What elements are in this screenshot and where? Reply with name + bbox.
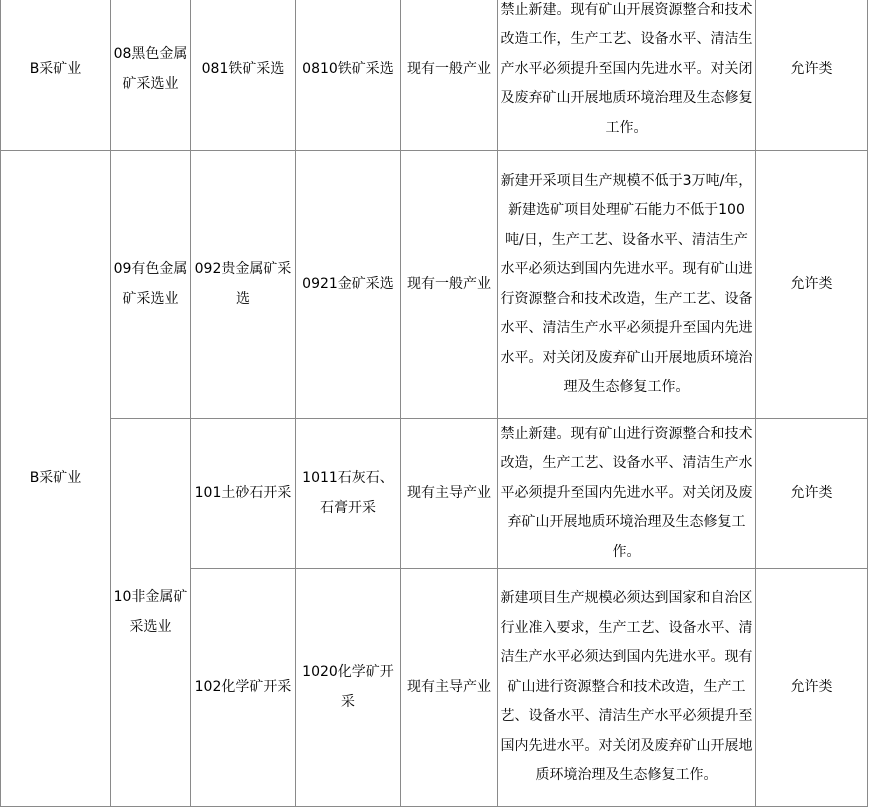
industry-type-cell: 现有一般产业 [401, 0, 498, 151]
industry-type-cell: 现有主导产业 [401, 569, 498, 807]
major-class-cell: 10非金属矿采选业 [111, 419, 191, 807]
medium-class-cell: 102化学矿开采 [191, 569, 296, 807]
category-type-cell: 允许类 [756, 419, 868, 569]
table-row [1, 151, 868, 419]
table-row [1, 0, 868, 151]
minor-class-cell: 0810铁矿采选 [296, 0, 401, 151]
requirements-cell: 新建项目生产规模必须达到国家和自治区行业准入要求，生产工艺、设备水平、清洁生产水平必须达到国内先进水平。现有矿山进行资源整合和技术改造，生产工艺、设备水平、清洁生产水平必须提升至国内先进水平。对关闭及废弃矿山开展地质环境治理及生态修复工作。 [498, 569, 756, 807]
major-class-cell: 09有色金属矿采选业 [111, 151, 191, 419]
requirements-cell: 禁止新建。现有矿山进行资源整合和技术改造，生产工艺、设备水平、清洁生产水平必须提升至国内先进水平。对关闭及废弃矿山开展地质环境治理及生态修复工作。 [498, 419, 756, 569]
minor-class-cell: 1011石灰石、石膏开采 [296, 419, 401, 569]
category-cell: B采矿业 [1, 151, 111, 807]
category-type-cell: 允许类 [756, 569, 868, 807]
medium-class-cell: 092贵金属矿采选 [191, 151, 296, 419]
minor-class-cell: 0921金矿采选 [296, 151, 401, 419]
industry-type-cell: 现有一般产业 [401, 151, 498, 419]
category-type-cell: 允许类 [756, 0, 868, 151]
category-type-cell: 允许类 [756, 151, 868, 419]
medium-class-cell: 101土砂石开采 [191, 419, 296, 569]
requirements-cell: 禁止新建。现有矿山开展资源整合和技术改造工作，生产工艺、设备水平、清洁生产水平必须提升至国内先进水平。对关闭及废弃矿山开展地质环境治理及生态修复工作。 [498, 0, 756, 151]
minor-class-cell: 1020化学矿开采 [296, 569, 401, 807]
category-cell: B采矿业 [1, 0, 111, 151]
requirements-cell: 新建开采项目生产规模不低于3万吨/年，新建选矿项目处理矿石能力不低于100吨/日，生产工艺、设备水平、清洁生产水平必须达到国内先进水平。现有矿山进行资源整合和技术改造，生产工艺、设备水平、清洁生产水平必须提升至国内先进水平。对关闭及废弃矿山开展地质环境治理及生态修复工作。 [498, 151, 756, 419]
table-row [1, 419, 868, 569]
major-class-cell: 08黑色金属矿采选业 [111, 0, 191, 151]
medium-class-cell: 081铁矿采选 [191, 0, 296, 151]
industry-type-cell: 现有主导产业 [401, 419, 498, 569]
